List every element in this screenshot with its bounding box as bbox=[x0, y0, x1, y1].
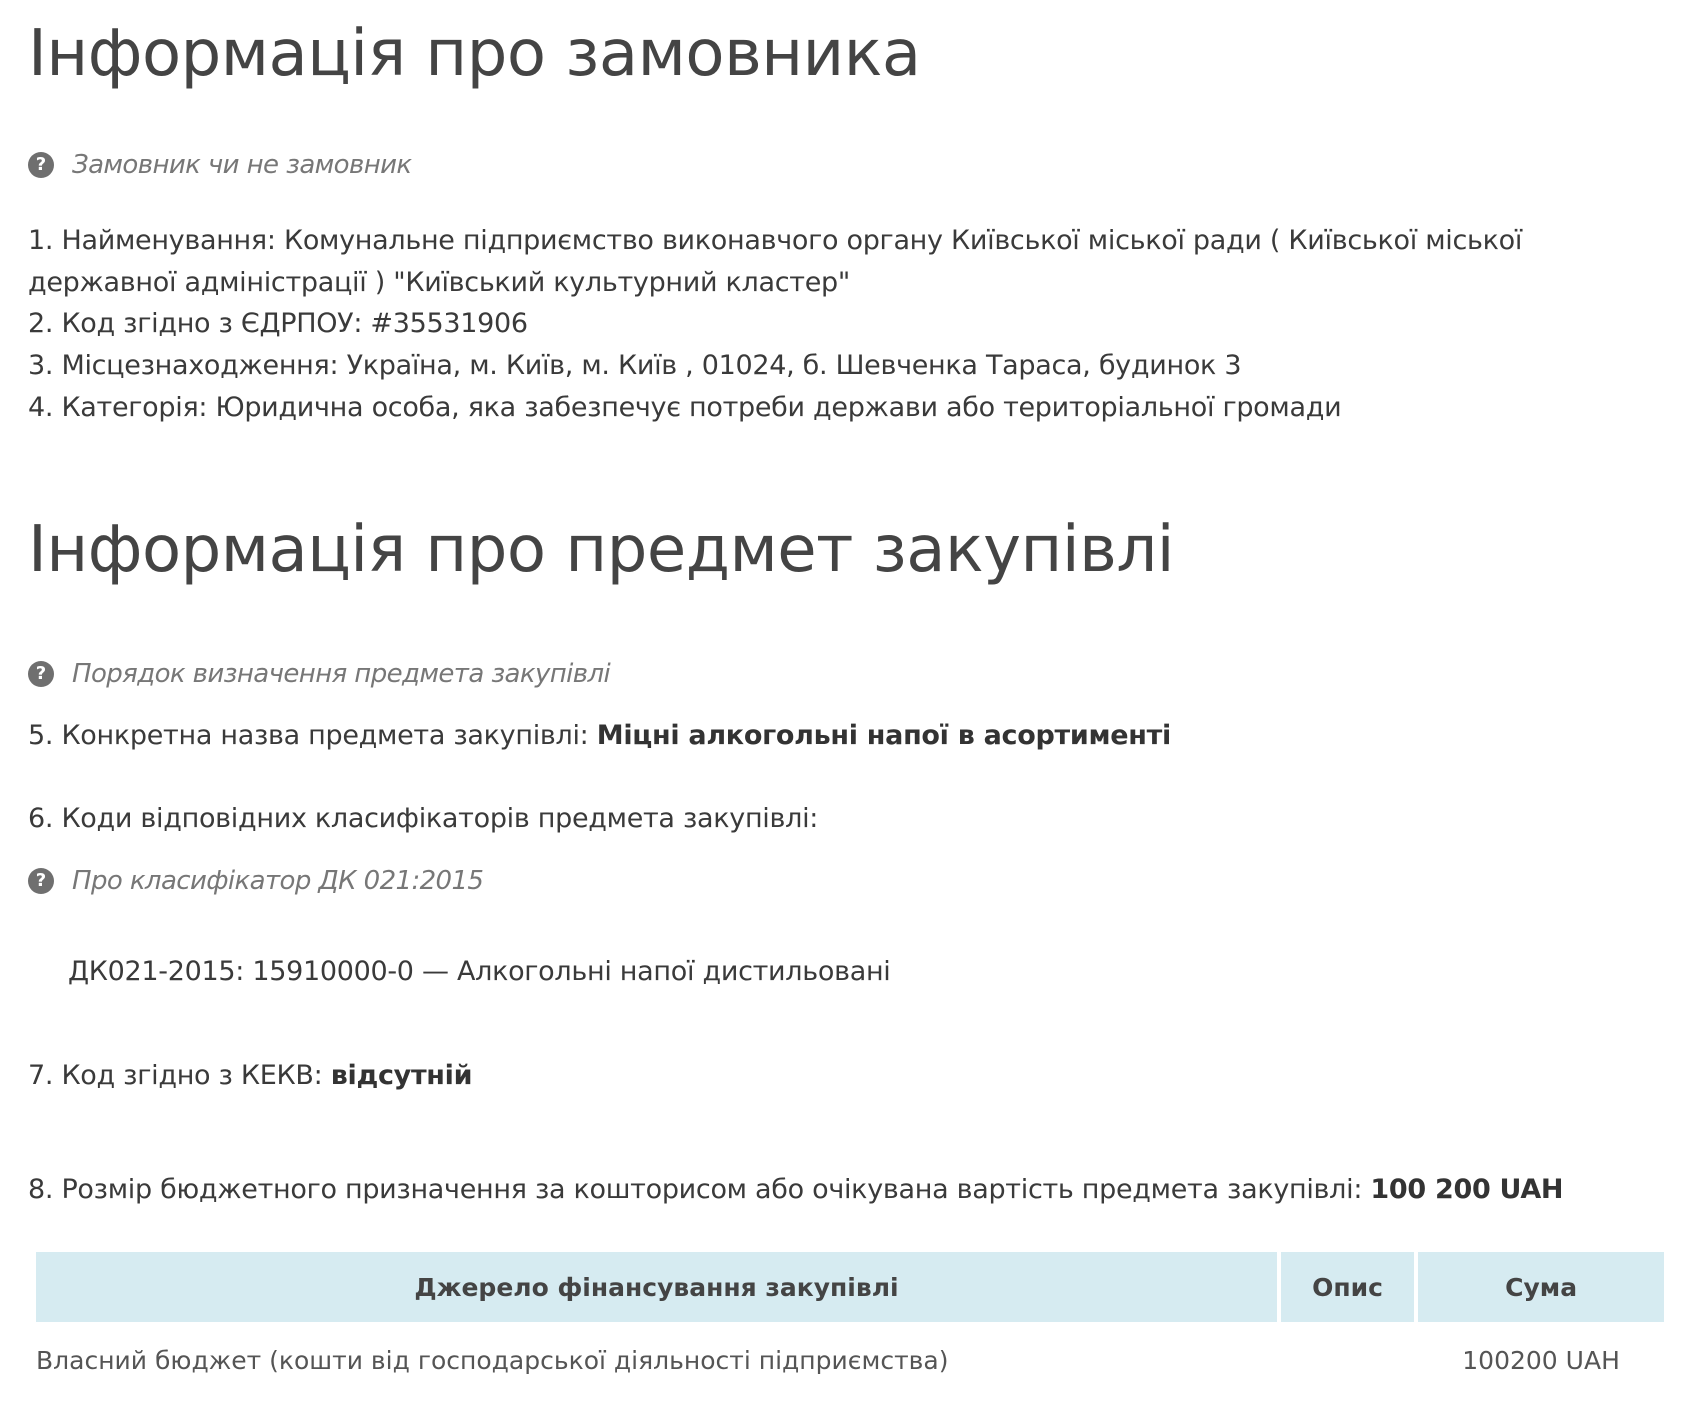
classifier-help-link[interactable] bbox=[28, 866, 483, 896]
customer-help-text: Замовник чи не замовник bbox=[72, 150, 412, 180]
subject-help-text: Порядок визначення предмета закупівлі bbox=[72, 659, 611, 689]
customer-location-line bbox=[28, 345, 1241, 387]
table-row bbox=[36, 1322, 1664, 1398]
question-circle-icon: ? bbox=[28, 661, 54, 687]
kekv-value: відсутній bbox=[330, 1060, 473, 1091]
question-circle-icon: ? bbox=[28, 868, 54, 894]
customer-category-label: 4. Категорія: bbox=[28, 392, 208, 423]
funding-table-header-row bbox=[36, 1252, 1664, 1322]
classifier-value: ДК021-2015: 15910000-0 — Алкогольні напої дистильовані bbox=[68, 956, 891, 987]
cell-description bbox=[1281, 1322, 1414, 1398]
customer-help-link[interactable] bbox=[28, 150, 412, 180]
subject-name-line bbox=[28, 715, 1171, 757]
customer-code-label: 2. Код згідно з ЄДРПОУ: bbox=[28, 308, 363, 339]
customer-location-value: Україна, м. Київ, м. Київ , 01024, б. Шевченка Тараса, будинок 3 bbox=[346, 350, 1242, 381]
cell-source: Власний бюджет (кошти від господарської діяльності підприємства) bbox=[36, 1345, 949, 1375]
subject-help-link[interactable] bbox=[28, 659, 610, 689]
kekv-line bbox=[28, 1055, 472, 1097]
subject-name-value: Міцні алкогольні напої в асортименті bbox=[596, 720, 1171, 751]
header-description: Опис bbox=[1281, 1252, 1414, 1322]
customer-code-value: #35531906 bbox=[370, 308, 528, 339]
budget-label: 8. Розмір бюджетного призначення за кошторисом або очікувана вартість предмета закупівлі: bbox=[28, 1174, 1363, 1205]
cell-sum: 100200 UAH bbox=[1462, 1345, 1620, 1375]
customer-category-line bbox=[28, 387, 1341, 429]
customer-name-value: Комунальне підприємство виконавчого органу Київської міської ради ( Київської міської державної адміністрації ) "Київський культурний кластер" bbox=[28, 225, 1523, 298]
budget-line bbox=[28, 1169, 1563, 1211]
subject-section-title: Інформація про предмет закупівлі bbox=[28, 513, 1175, 587]
funding-table bbox=[32, 1252, 1668, 1398]
customer-code-line bbox=[28, 303, 528, 345]
classifiers-line: 6. Коди відповідних класифікаторів предмета закупівлі: bbox=[28, 803, 819, 834]
customer-name-label: 1. Найменування: bbox=[28, 225, 276, 256]
subject-name-label: 5. Конкретна назва предмета закупівлі: bbox=[28, 720, 589, 751]
header-sum: Сума bbox=[1418, 1252, 1664, 1322]
classifier-help-text: Про класифікатор ДК 021:2015 bbox=[72, 866, 484, 896]
question-circle-icon: ? bbox=[28, 152, 54, 178]
budget-value: 100 200 UAH bbox=[1370, 1174, 1564, 1205]
customer-location-label: 3. Місцезнаходження: bbox=[28, 350, 339, 381]
kekv-label: 7. Код згідно з КЕКВ: bbox=[28, 1060, 323, 1091]
customer-name-line bbox=[28, 220, 1668, 304]
header-source: Джерело фінансування закупівлі bbox=[36, 1252, 1277, 1322]
customer-section-title: Інформація про замовника bbox=[28, 17, 921, 91]
customer-category-value: Юридична особа, яка забезпечує потреби держави або територіальної громади bbox=[215, 392, 1342, 423]
